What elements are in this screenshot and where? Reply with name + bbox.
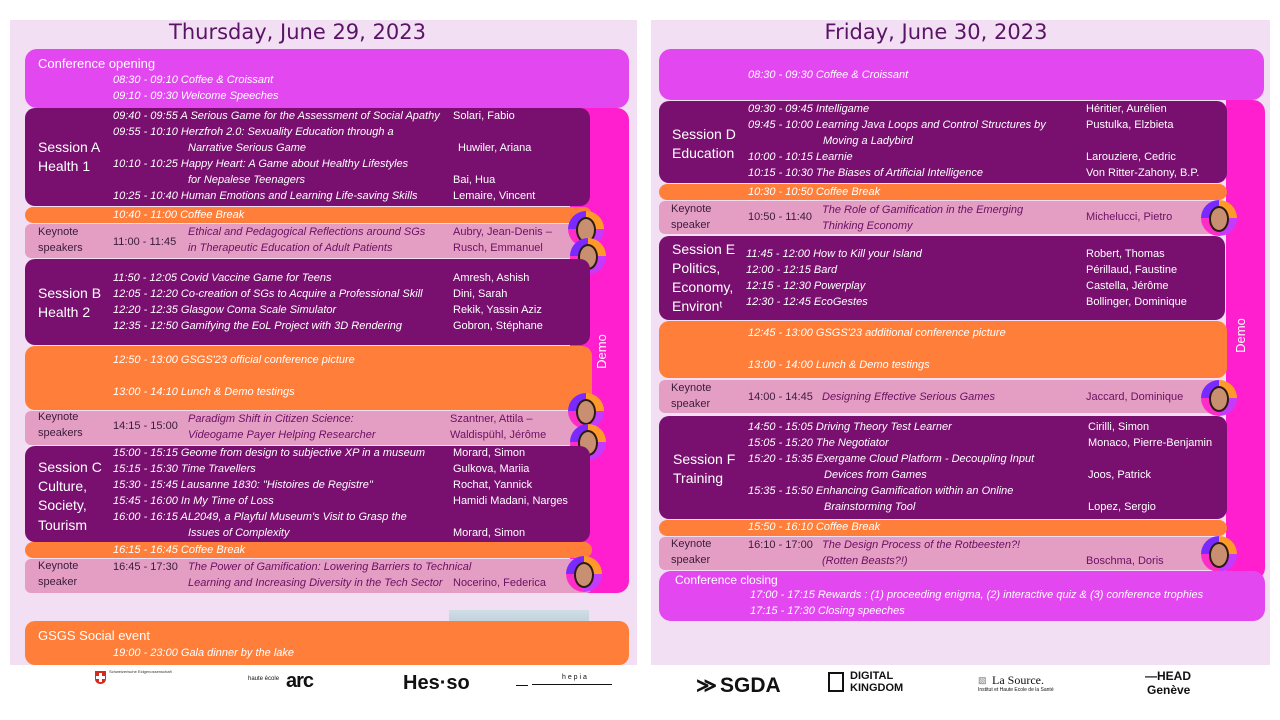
talk-line: 09:30 - 09:45 Intelligame — [748, 103, 870, 115]
coffee-line: 08:30 - 09:30 Coffee & Croissant — [748, 69, 909, 81]
sgda-text: SGDA — [720, 674, 781, 697]
keynote-speaker: Michelucci, Pietro — [1086, 211, 1173, 223]
thursday-title: Thursday, June 29, 2023 — [169, 20, 426, 44]
he-arc-logo — [248, 670, 328, 700]
la-source-text: La Source. — [992, 673, 1044, 687]
talk-line: 12:30 - 12:45 EcoGestes — [746, 296, 868, 308]
talk-line: 10:25 - 10:40 Human Emotions and Learning Life-saving Skills — [113, 190, 418, 202]
session-d-label: Session D — [672, 126, 736, 142]
keynote-speaker: Aubry, Jean-Denis – — [453, 226, 552, 238]
keynote-speaker: Boschma, Doris — [1086, 555, 1164, 567]
social-event-line: 19:00 - 23:00 Gala dinner by the lake — [113, 647, 295, 659]
sgda-logo — [696, 673, 796, 699]
talk-line: 16:00 - 16:15 AL2049, a Playful Museum's Visit to Grasp the — [113, 511, 407, 523]
photo-line: 12:50 - 13:00 GSGS'23 official conference picture — [113, 354, 355, 366]
talk-speaker: Héritier, Aurélien — [1086, 103, 1167, 115]
thursday-opening-item: 09:10 - 09:30 Welcome Speeches — [113, 90, 279, 102]
break-line: 10:30 - 10:50 Coffee Break — [748, 186, 881, 198]
talk-line: 12:20 - 12:35 Glasgow Coma Scale Simulator — [113, 304, 337, 316]
keynote-title: The Role of Gamification in the Emerging — [822, 204, 1024, 216]
kingdom-text: KINGDOM — [850, 682, 904, 694]
talk-line: 15:20 - 15:35 Exergame Cloud Platform - Decoupling Input — [748, 453, 1035, 465]
he-arc-small-text: haute école — [248, 676, 280, 682]
photo-line: 12:45 - 13:00 GSGS'23 additional conference picture — [748, 327, 1006, 339]
talk-line: Brainstorming Tool — [824, 501, 916, 513]
talk-speaker: Hamidi Madani, Narges — [453, 495, 568, 507]
talk-line: Moving a Ladybird — [823, 135, 913, 147]
digital-text: DIGITAL — [850, 670, 894, 682]
la-source-icon: ▧ — [978, 675, 987, 685]
social-event-label: GSGS Social event — [38, 628, 150, 643]
friday-break-2 — [659, 520, 1227, 536]
talk-speaker: Robert, Thomas — [1086, 248, 1165, 260]
thursday-opening-item: 08:30 - 09:10 Coffee & Croissant — [113, 74, 274, 86]
keynote-label: speakers — [38, 427, 83, 439]
keynote-title: (Rotten Beasts?!) — [822, 555, 908, 567]
keynote-speaker: Nocerino, Federica — [453, 577, 546, 589]
talk-line: 12:15 - 12:30 Powerplay — [746, 280, 866, 292]
keynote-label: speaker — [671, 398, 711, 410]
friday-title: Friday, June 30, 2023 — [824, 20, 1048, 44]
talk-line: 12:35 - 12:50 Gamifying the EoL Project with 3D Rendering — [113, 320, 403, 332]
closing-line: 17:15 - 17:30 Closing speeches — [750, 605, 905, 617]
lunch-line: 13:00 - 14:10 Lunch & Demo testings — [113, 386, 295, 398]
head-text: —HEAD — [1145, 669, 1192, 683]
keynote-label: speaker — [671, 219, 711, 231]
talk-line: 15:05 - 15:20 The Negotiator — [748, 437, 889, 449]
keynote-label: speaker — [671, 554, 711, 566]
hepia-logo — [516, 672, 626, 702]
keynote-title: in Therapeutic Education of Adult Patients — [188, 242, 393, 254]
talk-line: for Nepalese Teenagers — [188, 174, 306, 186]
talk-speaker: Morard, Simon — [453, 447, 526, 459]
thursday-opening-label: Conference opening — [38, 56, 156, 71]
thursday-demo-label: Demo — [593, 334, 609, 369]
castle-icon — [828, 672, 844, 692]
keynote-title: The Power of Gamification: Lowering Barriers to Technical — [188, 561, 472, 573]
talk-speaker: Von Ritter-Zahony, B.P. — [1086, 167, 1200, 179]
keynote-speaker: Jaccard, Dominique — [1086, 391, 1184, 403]
session-c-label: Society, — [38, 497, 87, 513]
speaker-avatar — [1201, 200, 1237, 236]
keynote-title: Videogame Payer Helping Researcher — [188, 429, 376, 441]
session-c-label: Tourism — [38, 517, 88, 533]
keynote-label: speakers — [38, 242, 83, 254]
la-source-subtext: Institut et Haute Ecole de la Santé — [978, 687, 1054, 693]
la-source-logo — [978, 673, 1078, 699]
talk-speaker: Gulkova, Mariia — [453, 463, 530, 475]
session-a-label: Health 1 — [38, 158, 91, 174]
talk-speaker: Morard, Simon — [453, 527, 526, 539]
session-e-label: Politics, — [672, 260, 721, 276]
keynote-label: Keynote — [38, 560, 79, 572]
thursday-break-1 — [25, 207, 592, 223]
swiss-confederation-logo — [95, 668, 170, 698]
session-c-label: Session C — [38, 459, 102, 475]
friday-break-1 — [659, 184, 1227, 200]
keynote-time: 14:15 - 15:00 — [113, 420, 178, 432]
swiss-text: Schweizerische Eidgenossenschaft — [109, 669, 172, 674]
session-e-label: Session E — [672, 241, 736, 257]
keynote-title: Paradigm Shift in Citizen Science: — [188, 413, 354, 425]
keynote-speaker: Waldispühl, Jérôme — [450, 429, 547, 441]
keynote-label: Keynote — [671, 382, 712, 394]
session-c-label: Culture, — [38, 478, 88, 494]
talk-line: Issues of Complexity — [188, 527, 290, 539]
he-arc-text: arc — [286, 670, 314, 692]
talk-line: 15:45 - 16:00 In My Time of Loss — [113, 495, 274, 507]
head-geneve-logo — [1145, 669, 1205, 699]
session-e-label: Economy, — [672, 279, 734, 295]
talk-speaker: Bollinger, Dominique — [1086, 296, 1187, 308]
keynote-speaker: Rusch, Emmanuel — [453, 242, 543, 254]
speaker-avatar — [1201, 380, 1237, 416]
talk-line: 10:10 - 10:25 Happy Heart: A Game about Healthy Lifestyles — [113, 158, 409, 170]
sgda-icon: ≫ — [696, 675, 717, 697]
break-line: 10:40 - 11:00 Coffee Break — [113, 209, 245, 221]
session-f-label: Training — [673, 470, 724, 486]
talk-speaker: Amresh, Ashish — [453, 272, 530, 284]
talk-line: 11:45 - 12:00 How to Kill your Island — [746, 248, 922, 260]
talk-line: 15:00 - 15:15 Geome from design to subjective XP in a museum — [113, 447, 426, 459]
keynote-time: 14:00 - 14:45 — [748, 391, 813, 403]
keynote-label: Keynote — [38, 226, 79, 238]
hes-so-logo: Hes·so — [403, 672, 470, 694]
speaker-avatar — [566, 556, 602, 592]
talk-line: 14:50 - 15:05 Driving Theory Test Learner — [748, 421, 952, 433]
keynote-title: Ethical and Pedagogical Reflections around SGs — [188, 226, 426, 238]
talk-speaker: Larouziere, Cedric — [1086, 151, 1176, 163]
keynote-title: Thinking Economy — [822, 220, 913, 232]
talk-line: Narrative Serious Game — [188, 142, 306, 154]
hepia-text: h e p i a — [562, 674, 587, 681]
talk-line: 11:50 - 12:05 Covid Vaccine Game for Teens — [113, 272, 332, 284]
session-b-label: Session B — [38, 285, 102, 301]
session-e-label: Environᵗ — [672, 298, 723, 314]
keynote-title: Learning and Increasing Diversity in the Tech Sector — [188, 577, 443, 589]
talk-line: 12:00 - 12:15 Bard — [746, 264, 838, 276]
talk-line: 10:00 - 10:15 Learnie — [748, 151, 853, 163]
digital-kingdom-logo — [828, 670, 908, 698]
speaker-avatar — [1201, 536, 1237, 572]
talk-speaker: Lopez, Sergio — [1088, 501, 1156, 513]
talk-speaker: Monaco, Pierre-Benjamin — [1088, 437, 1213, 449]
keynote-time: 10:50 - 11:40 — [748, 211, 813, 223]
talk-speaker: Cirilli, Simon — [1088, 421, 1150, 433]
talk-line: 10:15 - 10:30 The Biases of Artificial Intelligence — [748, 167, 984, 179]
keynote-time: 16:10 - 17:00 — [748, 539, 813, 551]
keynote-title: Designing Effective Serious Games — [822, 391, 996, 403]
talk-speaker: Gobron, Stéphane — [453, 320, 543, 332]
talk-line: 15:35 - 15:50 Enhancing Gamification within an Online — [748, 485, 1014, 497]
talk-line: 09:40 - 09:55 A Serious Game for the Assessment of Social Apathy — [113, 110, 440, 122]
friday-demo-label: Demo — [1232, 318, 1248, 353]
talk-speaker: Lemaire, Vincent — [453, 190, 536, 202]
talk-speaker: Dini, Sarah — [453, 288, 508, 300]
talk-speaker: Pustulka, Elzbieta — [1086, 119, 1174, 131]
closing-label: Conference closing — [675, 573, 778, 587]
keynote-time: 16:45 - 17:30 — [113, 561, 178, 573]
break-line: 16:15 - 16:45 Coffee Break — [113, 544, 246, 556]
closing-line: 17:00 - 17:15 Rewards : (1) proceeding enigma, (2) interactive quiz & (3) conference trophies — [750, 589, 1204, 601]
keynote-title: The Design Process of the Rotbeesten?! — [822, 539, 1021, 551]
keynote-speaker: Szantner, Attila – — [450, 413, 533, 425]
talk-line: 15:30 - 15:45 Lausanne 1830: "Histoires de Registre" — [113, 479, 373, 491]
session-a-label: Session A — [38, 139, 101, 155]
session-b-label: Health 2 — [38, 304, 91, 320]
session-f-label: Session F — [673, 451, 736, 467]
talk-line: 12:05 - 12:20 Co-creation of SGs to Acquire a Professional Skill — [113, 288, 423, 300]
talk-speaker: Huwiler, Ariana — [458, 142, 532, 154]
talk-speaker: Périllaud, Faustine — [1086, 264, 1178, 276]
thursday-break-2 — [25, 542, 592, 558]
talk-speaker: Joos, Patrick — [1088, 469, 1151, 481]
talk-line: 09:45 - 10:00 Learning Java Loops and Control Structures by — [748, 119, 1046, 131]
break-line: 15:50 - 16:10 Coffee Break — [748, 521, 881, 533]
keynote-label: Keynote — [671, 538, 712, 550]
talk-speaker: Rochat, Yannick — [453, 479, 533, 491]
talk-line: Devices from Games — [824, 469, 927, 481]
geneve-text: Genève — [1147, 683, 1191, 697]
talk-speaker: Rekik, Yassin Aziz — [453, 304, 542, 316]
talk-line: 15:15 - 15:30 Time Travellers — [113, 463, 256, 475]
session-d-label: Education — [672, 145, 735, 161]
keynote-label: Keynote — [38, 411, 79, 423]
talk-speaker: Bai, Hua — [453, 174, 496, 186]
lunch-line: 13:00 - 14:00 Lunch & Demo testings — [748, 359, 930, 371]
keynote-label: speaker — [38, 576, 78, 588]
talk-speaker: Solari, Fabio — [453, 110, 515, 122]
talk-line: 09:55 - 10:10 Herzfroh 2.0: Sexuality Education through a — [113, 126, 394, 138]
keynote-label: Keynote — [671, 203, 712, 215]
keynote-time: 11:00 - 11:45 — [113, 236, 177, 248]
talk-speaker: Castella, Jérôme — [1086, 280, 1169, 292]
